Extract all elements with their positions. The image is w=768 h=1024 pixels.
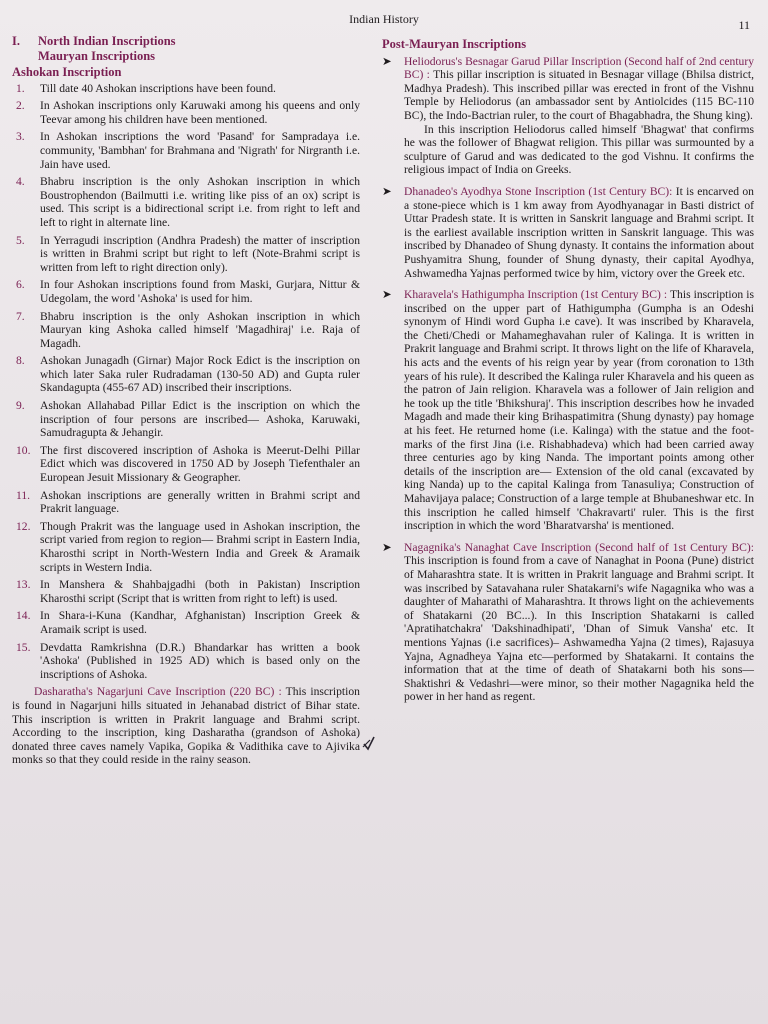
list-item bbox=[12, 489, 360, 516]
arrow-bullet-icon: ➤ bbox=[382, 540, 392, 554]
page-number: 11 bbox=[738, 18, 750, 32]
list-item-text: The first discovered inscription of Ashoka is Meerut-Delhi Pillar Edict which was discovered in 1750 AD by Joseph Tiefenthaler an European Jesuit Missionary & Geographer. bbox=[40, 443, 360, 485]
list-item bbox=[12, 578, 360, 605]
list-item-text: Ashokan inscriptions are generally written in Brahmi script and Prakrit language. bbox=[40, 488, 360, 516]
inscription-text: This inscription is found from a cave of Nanaghat in Poona (Pune) district of Maharashtra state. It is written in Prakrit language and Brahmi script. It was inscribed by Satavahana ruler Shatakarni's wife Nagagnika who was a daughter of Maharathi of Maharashtra. It throws light on the achievements of Shatakarni (20 BC...). In this Inscription Shatakarni is called 'Apratihatchakra' 'Dakshinadhipati', 'Dhan of Simuk Vansha' etc. It mentions Yajnas (i.e sacrifices)– Ashwamedha Yajna (2 times), Rajasuya Yajna, Agnadheya Yajna etc—performed by Shatakarni. It contains the information that at the time of death of Shatakarni both his sons—Shaktishri & Vedashri—were minor, so their mother Nagagnika held the power in her hand as regent. bbox=[404, 554, 754, 704]
list-item-number: 2. bbox=[16, 99, 25, 113]
inscription-heading: Nagagnika's Nanaghat Cave Inscription (Second half of 1st Century BC): bbox=[404, 540, 754, 554]
list-item-number: 5. bbox=[16, 233, 25, 247]
list-item-text: Ashokan Junagadh (Girnar) Major Rock Edict is the inscription on which later Saka ruler Rudradaman (130-50 AD) and Gupta ruler Skandagupta (455-67 AD) inscribed their inscriptions. bbox=[40, 354, 360, 395]
left-column bbox=[12, 34, 360, 767]
inscription-entry bbox=[376, 541, 754, 704]
list-item bbox=[12, 354, 360, 395]
section-heading bbox=[12, 34, 360, 64]
list-item bbox=[12, 399, 360, 440]
list-item-number: 14. bbox=[16, 609, 31, 623]
list-item-number: 10. bbox=[16, 443, 31, 457]
inscription-text: This inscription is inscribed on the upper part of Hathigumpha (Gumpha is an Odeshi synonym of Hindi word Gupha i.e cave). It was inscribed by Kharavela, the Cheti/Chedi or Mahameghavahan ruler of Kalinga. It is written in Prakrit language and Brahmi script. It throws light on the life of Kharavela, his acts and the events of his reign year by year (from coronation to 13th years of his rule). It described the Kalinga ruler Kharavela and his queen as the patron of Jain religion. Kharavela was a follower of Jain religion and he took up the title 'Bhikshuraj'. This inscription describes how he invaded Magadh and made their king Brihaspatimitra (Shung dynasty) pay homage at his feet. He returned home (i.e. Kalinga) with the statue and the foot-marks of the first Jina (i.e. Rishabhadeva) which had been carried away three centuries ago by king Nanda. The important points among other details of the inscription are— Extension of the old canal (excavated by king Nanda) up to the capital Kalinga from Tanasuliya; Construction of Mahavijaya palace; Construction of a large temple at Bhubaneshwar etc. In this inscription he called himself 'Chakravarti' ruler. This is the first inscription in which the word 'Bharatvarsha' is mentioned. bbox=[404, 288, 754, 533]
list-item bbox=[12, 130, 360, 171]
inscription-heading: Dhanadeo's Ayodhya Stone Inscription (1st Century BC): bbox=[404, 184, 673, 198]
list-item bbox=[12, 99, 360, 126]
list-item-text: In Ashokan inscriptions only Karuwaki among his queens and only Teevar among his children have been mentioned. bbox=[40, 99, 360, 126]
right-column bbox=[376, 34, 754, 712]
list-item bbox=[12, 641, 360, 682]
inscription-entry bbox=[376, 55, 754, 177]
section-subtitle: Mauryan Inscriptions bbox=[38, 49, 156, 63]
list-item-text: Bhabru inscription is the only Ashokan inscription in which Boustrophendon (Bailmutti i.e. writing like piss of an ox) script is used. This script is a bidirectional script i.e. from right to left and left to right in alternate line. bbox=[40, 175, 360, 229]
arrow-bullet-icon: ➤ bbox=[382, 54, 392, 68]
ashokan-list bbox=[12, 82, 360, 682]
list-item-text: In Ashokan inscriptions the word 'Pasand' for Sampradaya i.e. community, 'Bambhan' for Brahmana and 'Nigrath' for Nirgranth i.e. Jain have used. bbox=[40, 130, 360, 171]
list-item-number: 15. bbox=[16, 640, 31, 654]
list-item-text: In Yerragudi inscription (Andhra Pradesh) the matter of inscription is written in Brahmi script but right to left (Note-Brahmi script is written from left to right direction only). bbox=[40, 233, 360, 274]
list-item-text: Though Prakrit was the language used in Ashokan inscription, the script varied from region to region— Brahmi script in Eastern India, Kharosthi script in North-Western India and Greek & Aramaik scripts in Western India. bbox=[40, 519, 360, 574]
list-item-text: Bhabru inscription is the only Ashokan inscription in which Mauryan king Ashoka called himself 'Magadhiraj' i.e. Raja of Magadh. bbox=[40, 309, 360, 350]
list-item bbox=[12, 520, 360, 574]
list-item bbox=[12, 444, 360, 485]
inscription-heading: Heliodorus's Besnagar Garud Pillar Inscription (Second half of 2nd century BC) : bbox=[404, 54, 754, 82]
inscription-text: It is encarved on a stone-piece which is 1 km away from Ayodhyanagar in Basti district of Uttar Pradesh state. It is written in Sanskrit language and Brahmi script. It is the earliest available inscription written in Sanskrit language. This was inscribed by Dhanadeo of Shung dynasty. It contains the information about Pushyamitra Shung, founder of Shung dynasty, their capital Ayodhya, Ashwamedha Yajnas performed twice by him, victory over the Greek etc. bbox=[404, 184, 754, 280]
inscription-entry bbox=[376, 185, 754, 280]
dasharatha-text: This inscription is found in Nagarjuni hills situated in Jehanabad district of Bihar state. This inscription is written in Prakrit language and Brahmi script. According to the inscription, king Dasharatha (grandson of Ashoka) donated three caves namely Vapika, Gopika & Vadithika cave to Ajivika monks so that they could reside in the rainy season. bbox=[12, 685, 360, 767]
list-item-number: 3. bbox=[16, 130, 25, 144]
section-number: I. bbox=[12, 34, 20, 48]
list-item bbox=[12, 609, 360, 636]
inscription-heading: Kharavela's Hathigumpha Inscription (1st Century BC) : bbox=[404, 288, 668, 302]
list-item-text: In four Ashokan inscriptions found from Maski, Gurjara, Nittur & Udegolam, the word 'Ashoka' is used for him. bbox=[40, 278, 360, 305]
list-item-number: 6. bbox=[16, 278, 25, 292]
list-item bbox=[12, 310, 360, 351]
inscription-entry bbox=[376, 288, 754, 533]
pen-tick-mark bbox=[362, 735, 376, 751]
list-item-number: 11. bbox=[16, 488, 31, 502]
list-item-number: 12. bbox=[16, 519, 31, 533]
post-mauryan-entries bbox=[376, 55, 754, 704]
section-title: North Indian Inscriptions bbox=[38, 34, 176, 48]
list-item-number: 9. bbox=[16, 399, 25, 413]
list-item bbox=[12, 278, 360, 305]
running-title: Indian History bbox=[349, 12, 419, 26]
list-item-text: Ashokan Allahabad Pillar Edict is the inscription on which the inscription of four persons are inscribed— Ashoka, Karuwaki, Samudragupta & Jehangir. bbox=[40, 399, 360, 440]
list-item-number: 7. bbox=[16, 309, 25, 323]
running-header bbox=[0, 12, 768, 30]
subsection-title: Ashokan Inscription bbox=[12, 65, 122, 79]
arrow-bullet-icon: ➤ bbox=[382, 184, 392, 198]
arrow-bullet-icon: ➤ bbox=[382, 288, 392, 302]
inscription-text: This pillar inscription is situated in Besnagar village (Bhilsa district, Madhya Pradesh). This inscribed pillar was erected in front of the Vishnu Temple by Heliodorus (an ambassador sent by Antiolcides (115 BC-110 BC), the Indo-Bactrian ruler, to the court of Bhagabhadra, the Shung king). bbox=[404, 68, 754, 122]
list-item-number: 8. bbox=[16, 354, 25, 368]
dasharatha-paragraph bbox=[12, 685, 360, 767]
list-item-text: In Manshera & Shahbajgadhi (both in Pakistan) Inscription Kharosthi script (Script that is written from right to left) is used. bbox=[40, 578, 360, 605]
list-item bbox=[12, 234, 360, 275]
dasharatha-heading: Dasharatha's Nagarjuni Cave Inscription (220 BC) : bbox=[34, 685, 282, 699]
list-item-number: 1. bbox=[16, 81, 25, 95]
post-mauryan-heading: Post-Mauryan Inscriptions bbox=[382, 37, 527, 51]
list-item-text: In Shara-i-Kuna (Kandhar, Afghanistan) Inscription Greek & Aramaik script is used. bbox=[40, 609, 360, 636]
list-item bbox=[12, 175, 360, 229]
list-item-number: 4. bbox=[16, 175, 25, 189]
list-item bbox=[12, 82, 360, 96]
list-item-number: 13. bbox=[16, 578, 31, 592]
list-item-text: Devdatta Ramkrishna (D.R.) Bhandarkar has written a book 'Ashoka' (Published in 1925 AD) which is based only on the inscriptions of Ashoka. bbox=[40, 640, 360, 681]
inscription-text-continued: In this inscription Heliodorus called himself 'Bhagwat' that confirms he was the follower of Bhagwat religion. This pillar was surmounted by a sculpture of Garud and was dedicated to the god Vishnu. It confirms the religious impact of India on Greeks. bbox=[404, 122, 754, 177]
list-item-text: Till date 40 Ashokan inscriptions have been found. bbox=[40, 81, 276, 95]
